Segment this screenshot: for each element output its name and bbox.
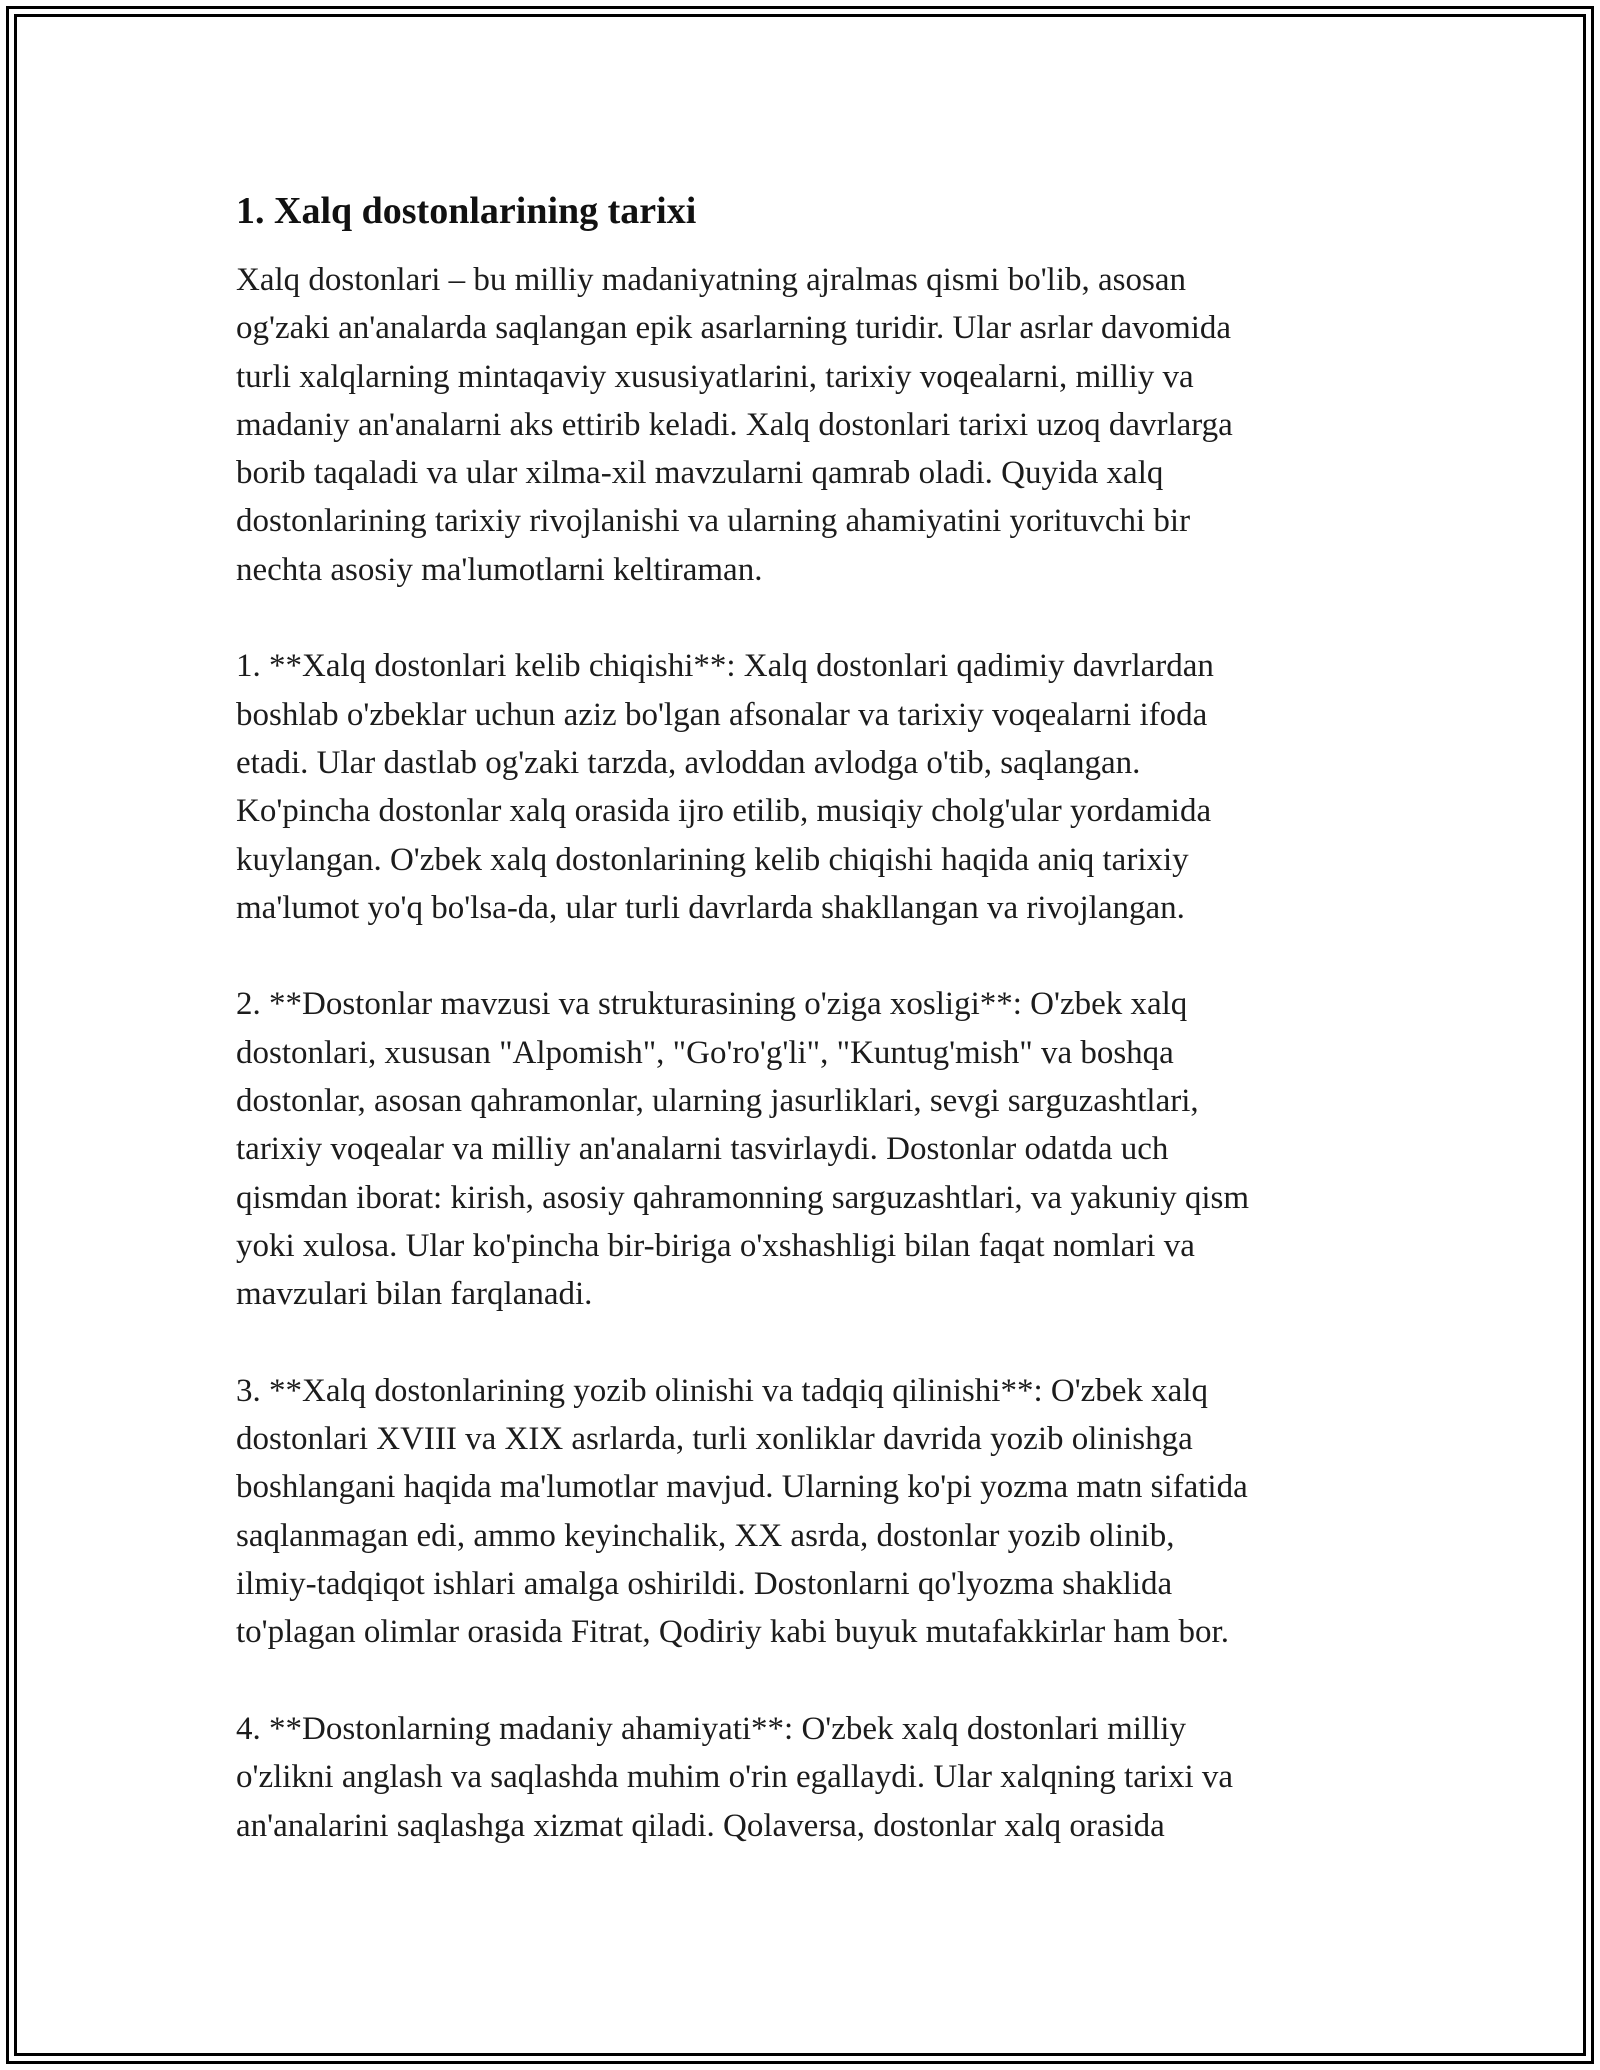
paragraph-item-4 xyxy=(236,1705,1376,1850)
text-line: ma'lumot yo'q bo'lsa-da, ular turli davrlarda shakllangan va rivojlangan. xyxy=(236,889,1185,926)
text-line: dostonlarining tarixiy rivojlanishi va ularning ahamiyatini yorituvchi bir xyxy=(236,503,1191,540)
text-line: turli xalqlarning mintaqaviy xususiyatlarini, tarixiy voqealarni, milliy va xyxy=(236,358,1194,395)
text-line: saqlanmagan edi, ammo keyinchalik, XX asrda, dostonlar yozib olinib, xyxy=(236,1517,1175,1554)
paragraph-item-1 xyxy=(236,642,1376,932)
text-line: dostonlari, xususan "Alpomish", "Go'ro'g'li", "Kuntug'mish" va boshqa xyxy=(236,1034,1174,1071)
text-line: qismdan iborat: kirish, asosiy qahramonning sarguzashtlari, va yakuniy qism xyxy=(236,1179,1250,1216)
paragraph-item-2 xyxy=(236,980,1376,1318)
text-line: 4. **Dostonlarning madaniy ahamiyati**: O'zbek xalq dostonlari milliy xyxy=(236,1710,1186,1747)
text-line: tarixiy voqealar va milliy an'analarni tasvirlaydi. Dostonlar odatda uch xyxy=(236,1131,1169,1168)
text-line: madaniy an'analarni aks ettirib keladi. Xalq dostonlari tarixi uzoq davrlarga xyxy=(236,406,1233,443)
text-line: boshlab o'zbeklar uchun aziz bo'lgan afsonalar va tarixiy voqealarni ifoda xyxy=(236,696,1208,733)
text-line: to'plagan olimlar orasida Fitrat, Qodiriy kabi buyuk mutafakkirlar ham bor. xyxy=(236,1614,1229,1651)
text-line: 2. **Dostonlar mavzusi va strukturasining o'ziga xosligi**: O'zbek xalq xyxy=(236,986,1188,1023)
text-line: etadi. Ular dastlab og'zaki tarzda, avloddan avlodga o'tib, saqlangan. xyxy=(236,744,1141,781)
text-line: mavzulari bilan farqlanadi. xyxy=(236,1276,593,1313)
paragraph-intro xyxy=(236,256,1376,594)
document-title: 1. Xalq dostonlarining tarixi xyxy=(236,190,697,232)
text-line: o'zlikni anglash va saqlashda muhim o'rin egallaydi. Ular xalqning tarixi va xyxy=(236,1759,1234,1796)
text-line: boshlangani haqida ma'lumotlar mavjud. Ularning ko'pi yozma matn sifatida xyxy=(236,1469,1248,1506)
paragraph-item-3 xyxy=(236,1367,1376,1657)
text-line: an'analarini saqlashga xizmat qiladi. Qolaversa, dostonlar xalq orasida xyxy=(236,1807,1165,1844)
document-body xyxy=(236,186,1376,1850)
text-line: og'zaki an'analarda saqlangan epik asarlarning turidir. Ular asrlar davomida xyxy=(236,310,1232,347)
text-line: ilmiy-tadqiqot ishlari amalga oshirildi. Dostonlarni qo'lyozma shaklida xyxy=(236,1566,1173,1603)
text-line: nechta asosiy ma'lumotlarni keltiraman. xyxy=(236,551,763,588)
text-line: dostonlar, asosan qahramonlar, ularning jasurliklari, sevgi sarguzashtlari, xyxy=(236,1083,1199,1120)
text-line: kuylangan. O'zbek xalq dostonlarining kelib chiqishi haqida aniq tarixiy xyxy=(236,841,1189,878)
text-line: Ko'pincha dostonlar xalq orasida ijro etilib, musiqiy cholg'ular yordamida xyxy=(236,793,1212,830)
text-line: dostonlari XVIII va XIX asrlarda, turli xonliklar davrida yozib olinishga xyxy=(236,1421,1193,1458)
text-line: borib taqaladi va ular xilma-xil mavzularni qamrab oladi. Quyida xalq xyxy=(236,455,1164,492)
text-line: 3. **Xalq dostonlarining yozib olinishi va tadqiq qilinishi**: O'zbek xalq xyxy=(236,1372,1209,1409)
text-line: 1. **Xalq dostonlari kelib chiqishi**: Xalq dostonlari qadimiy davrlardan xyxy=(236,648,1214,685)
text-line: Xalq dostonlari – bu milliy madaniyatning ajralmas qismi bo'lib, asosan xyxy=(236,262,1186,298)
text-line: yoki xulosa. Ular ko'pincha bir-biriga o'xshashligi bilan faqat nomlari va xyxy=(236,1227,1195,1264)
